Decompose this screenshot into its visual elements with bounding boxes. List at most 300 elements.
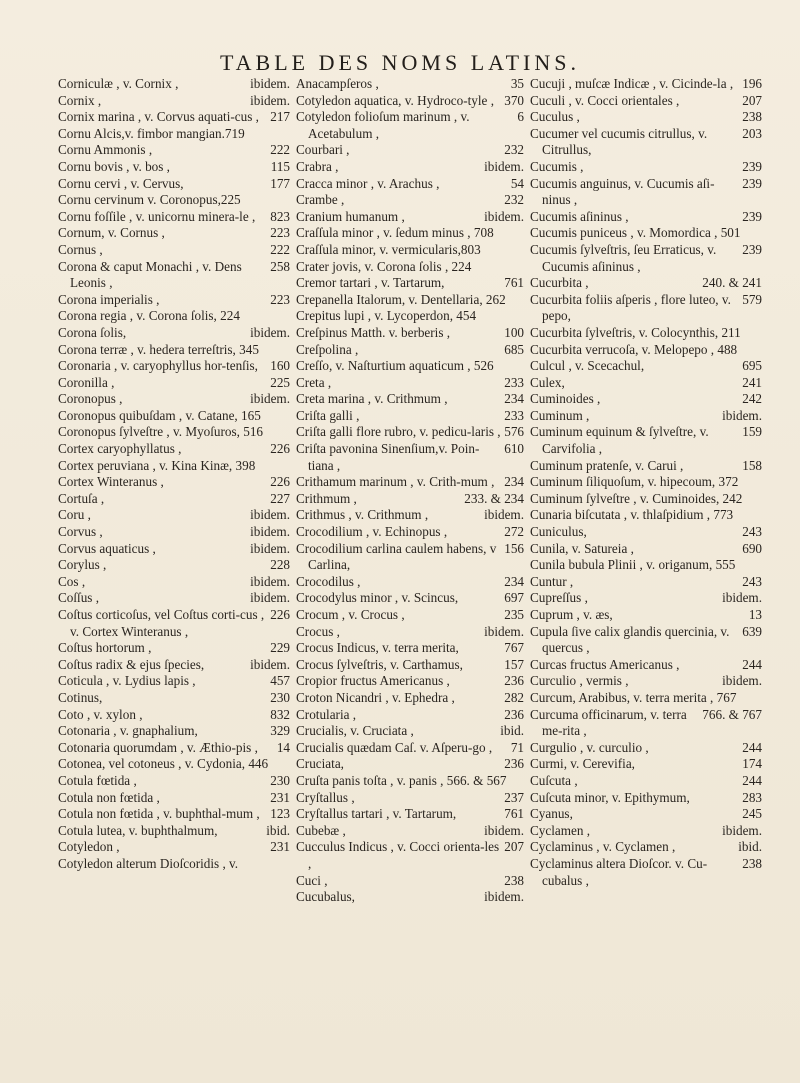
page-reference: 231 (270, 789, 290, 805)
index-entry (58, 474, 290, 491)
page-reference: 767 (504, 640, 524, 656)
entry-term: Cornix , (58, 92, 102, 108)
entry-term: Crocodilus , (296, 573, 361, 589)
index-entry (296, 209, 524, 226)
index-entry (58, 76, 290, 93)
entry-term: Cotonaria , v. gnaphalium, (58, 723, 198, 739)
page-reference: 233 (504, 374, 524, 390)
index-column-2 (296, 76, 524, 906)
entry-term: Coticula , v. Lydius lapis , (58, 673, 196, 689)
page-reference: 234 (504, 573, 524, 589)
index-entry (296, 657, 524, 674)
index-entry (296, 342, 524, 359)
index-entry (530, 524, 762, 541)
entry-term: Creſpolina , (296, 341, 359, 357)
index-entry (296, 176, 524, 193)
index-entry (296, 607, 524, 624)
page-reference: 160 (270, 358, 290, 374)
page-reference: 761 (504, 806, 524, 822)
entry-term: Crabra , (296, 158, 339, 174)
page-reference: 329 (270, 723, 290, 739)
index-entry (296, 673, 524, 690)
page-reference: 239 (742, 158, 762, 174)
index-entry (296, 773, 524, 790)
page-reference: 243 (742, 573, 762, 589)
page-reference: 158 (742, 457, 762, 473)
entry-term: Cornu Alcis,v. fimbor mangian.719 (58, 125, 245, 141)
entry-term: Cuminum pratenſe, v. Carui , (530, 457, 684, 473)
index-entry (58, 507, 290, 524)
page-reference: 222 (270, 241, 290, 257)
index-entry (296, 873, 524, 890)
page-reference: 766. & 767 (702, 706, 762, 722)
page-reference: ibidem. (250, 76, 290, 91)
entry-term: Cuſcuta minor, v. Epithymum, (530, 789, 690, 805)
page-reference: 207 (504, 839, 524, 855)
index-entry (58, 524, 290, 541)
index-entry (58, 856, 290, 873)
index-entry (58, 690, 290, 707)
index-entry (530, 773, 762, 790)
index-entry (58, 209, 290, 226)
page-reference: ibidem. (250, 656, 290, 672)
entry-term: Coronopus quibuſdam , v. Catane, 165 (58, 407, 261, 423)
entry-term: Crocum , v. Crocus , (296, 607, 405, 622)
index-entry (296, 242, 524, 259)
page-reference: ibidem. (250, 92, 290, 108)
index-entry (530, 358, 762, 375)
page-reference: 177 (270, 175, 290, 191)
index-entry (530, 740, 762, 757)
index-column-1 (58, 76, 290, 873)
index-entry (296, 109, 524, 142)
page-reference: 225 (270, 374, 290, 390)
index-entry (58, 607, 290, 640)
index-entry (530, 76, 762, 93)
index-entry (530, 557, 762, 574)
page-reference: ibidem. (484, 822, 524, 838)
page-reference: 223 (270, 291, 290, 307)
page-reference: 272 (504, 524, 524, 540)
index-entry (58, 93, 290, 110)
entry-term: Cracca minor , v. Arachus , (296, 175, 440, 191)
page-title: TABLE DES NOMS LATINS. (219, 50, 581, 75)
page-reference: 244 (742, 772, 762, 788)
index-entry (58, 408, 290, 425)
page-reference: 370 (504, 92, 524, 108)
index-entry (58, 557, 290, 574)
index-entry (58, 242, 290, 259)
entry-term: Corona regia , v. Corona ſolis, 224 (58, 308, 240, 324)
entry-term: Cranium humanum , (296, 208, 405, 224)
page-reference: ibidem. (250, 590, 290, 606)
entry-term: Cotyledon alterum Dioſcoridis , v. (58, 855, 239, 871)
page-reference: 159 (742, 424, 762, 440)
index-entry (296, 756, 524, 773)
page-reference: 823 (270, 208, 290, 224)
index-entry (296, 159, 524, 176)
entry-term: Corona & caput Monachi , v. Dens Leonis , (58, 258, 246, 291)
page-reference: 282 (504, 689, 524, 705)
entry-term: Curcum, Arabibus, v. terra merita , 767 (530, 689, 737, 705)
entry-term: Cotonaria quorumdam , v. Æthio-pis , (58, 739, 258, 755)
page-reference: 232 (504, 142, 524, 158)
index-entry (58, 375, 290, 392)
entry-term: Crithmus , v. Crithmum , (296, 507, 429, 523)
entry-term: Coronopus ſylveſtre , v. Myoſuros, 516 (58, 424, 264, 440)
entry-term: Crater jovis, v. Corona ſolis , 224 (296, 258, 472, 274)
page-reference: ibidem. (250, 573, 290, 589)
entry-term: Cyclaminus altera Dioſcor. v. Cu-cubalus , (530, 855, 708, 888)
entry-term: Coru , (58, 507, 91, 523)
page-reference: 223 (270, 225, 290, 241)
index-entry (296, 142, 524, 159)
index-entry (296, 225, 524, 242)
entry-term: Cornu cervi , v. Cervus, (58, 175, 184, 191)
index-entry (296, 823, 524, 840)
entry-term: Crepitus lupi , v. Lycoperdon, 454 (296, 308, 477, 324)
index-entry (58, 325, 290, 342)
entry-term: Culex, (530, 374, 565, 390)
entry-term: Cotyledon , (58, 839, 120, 855)
index-entry (58, 673, 290, 690)
index-entry (296, 507, 524, 524)
index-entry (530, 458, 762, 475)
page-reference: 226 (270, 607, 290, 622)
entry-term: Cunila, v. Satureia , (530, 540, 634, 556)
entry-term: Cuculus , (530, 109, 580, 125)
index-entry (58, 292, 290, 309)
page-reference: 238 (742, 855, 762, 871)
index-entry (296, 491, 524, 508)
entry-term: Crucialis quædam Caſ. v. Aſperu-go , (296, 739, 493, 755)
index-entry (296, 590, 524, 607)
entry-term: Crucialis, v. Cruciata , (296, 723, 414, 739)
page-reference: 236 (504, 706, 524, 722)
index-entry (530, 408, 762, 425)
entry-term: Cotula fœtida , (58, 772, 137, 788)
index-entry (296, 275, 524, 292)
page-reference: ibid. (266, 822, 290, 838)
index-entry (58, 109, 290, 126)
page-reference: ibidem. (484, 889, 524, 905)
page-reference: 123 (270, 806, 290, 822)
index-entry (530, 707, 762, 740)
page-reference: 243 (742, 524, 762, 540)
entry-term: Cucurbita verrucoſa, v. Melopepo , 488 (530, 341, 738, 357)
index-entry (58, 773, 290, 790)
entry-term: Creſſo, v. Naſturtium aquaticum , 526 (296, 358, 494, 374)
index-entry (296, 624, 524, 641)
entry-term: Cruſta panis toſta , v. panis , 566. & 567 (296, 772, 507, 788)
entry-term: Cuminum ſylveſtre , v. Cuminoides, 242 (530, 490, 743, 506)
entry-term: Cyclaminus , v. Cyclamen , (530, 839, 676, 855)
entry-term: Crithmum , (296, 490, 357, 506)
entry-term: Cuminum equinum & ſylveſtre, v. Carvifolia , (530, 424, 712, 457)
page-reference: 579 (742, 291, 762, 307)
index-entry (530, 159, 762, 176)
page-reference: ibidem. (484, 158, 524, 174)
page-reference: 227 (270, 490, 290, 506)
entry-term: Croton Nicandri , v. Ephedra , (296, 689, 455, 705)
page-reference: 226 (270, 441, 290, 457)
entry-term: Cuſcuta , (530, 772, 578, 788)
page-reference: 832 (270, 706, 290, 722)
entry-term: Crocus ſylveſtris, v. Carthamus, (296, 656, 463, 672)
page-reference: 157 (504, 656, 524, 672)
entry-term: Criſta galli flore rubro, v. pedicu-laris , (296, 424, 501, 440)
page-reference: 14 (276, 739, 290, 755)
page-reference: 231 (270, 839, 290, 855)
page-reference: 229 (270, 640, 290, 656)
page-reference: 207 (742, 92, 762, 108)
index-entry (530, 126, 762, 159)
entry-term: Cunila bubula Plinii , v. origanum, 555 (530, 557, 736, 573)
page-reference: 238 (504, 872, 524, 888)
index-column-3 (530, 76, 762, 889)
index-entry (296, 690, 524, 707)
index-entry (296, 424, 524, 441)
index-entry (530, 590, 762, 607)
entry-term: Curmi, v. Cerevifia, (530, 756, 635, 772)
index-entry (296, 541, 524, 574)
page-reference: ibidem. (484, 208, 524, 224)
entry-term: Cucculus Indicus , v. Cocci orienta-les , (296, 839, 503, 871)
entry-term: Criſta pavonina Sinenſium,v. Poin-tiana , (296, 441, 480, 473)
page-reference: 174 (742, 756, 762, 772)
index-entry (296, 740, 524, 757)
entry-term: Crocus Indicus, v. terra merita, (296, 640, 459, 656)
entry-term: Cornu cervinum v. Coronopus,225 (58, 192, 241, 208)
index-entry (530, 624, 762, 657)
page-reference: 196 (742, 76, 762, 91)
page-reference: ibidem. (484, 623, 524, 639)
index-entry (530, 375, 762, 392)
entry-term: Cotula non fœtida , v. buphthal-mum , (58, 806, 260, 822)
entry-term: Curcas fructus Americanus , (530, 656, 680, 672)
index-entry (530, 790, 762, 807)
entry-term: Cryſtallus , (296, 789, 355, 805)
page-reference: 203 (742, 125, 762, 141)
page-reference: ibidem. (250, 507, 290, 523)
entry-term: Craſſula minor , v. ſedum minus , 708 (296, 225, 494, 241)
entry-term: Crocus , (296, 623, 340, 639)
index-entry (530, 806, 762, 823)
entry-term: Cucumis , (530, 158, 584, 174)
index-entry (58, 424, 290, 441)
entry-term: Corona terræ , v. hedera terreſtris, 345 (58, 341, 259, 357)
page-reference: 239 (742, 241, 762, 257)
entry-term: Cornu foſſile , v. unicornu minera-le , (58, 208, 256, 224)
index-entry (296, 524, 524, 541)
entry-term: Cremor tartari , v. Tartarum, (296, 275, 445, 291)
entry-term: Cotyledon aquatica, v. Hydroco-tyle , (296, 92, 494, 108)
page-reference: 610 (504, 441, 524, 457)
index-entry (58, 756, 290, 773)
page-reference: ibid. (500, 723, 524, 739)
index-entry (58, 358, 290, 375)
page-reference: 258 (270, 258, 290, 274)
index-entry (58, 126, 290, 143)
index-entry (530, 574, 762, 591)
page-reference: 242 (742, 391, 762, 407)
index-entry (530, 474, 762, 491)
entry-term: Cornu bovis , v. bos , (58, 158, 170, 174)
index-entry (296, 806, 524, 823)
entry-term: Curcuma officinarum, v. terra me-rita , (530, 706, 691, 739)
entry-term: Cucumis aſininus , (530, 208, 629, 224)
page-reference: 238 (742, 109, 762, 125)
index-entry (530, 839, 762, 856)
entry-term: Cotyledon folioſum marinum , v. Acetabulum , (296, 109, 473, 141)
index-entry (530, 507, 762, 524)
index-entry (530, 325, 762, 342)
index-entry (58, 142, 290, 159)
index-entry (296, 192, 524, 209)
page-reference: 239 (742, 208, 762, 224)
page-reference: 230 (270, 772, 290, 788)
index-entry (58, 176, 290, 193)
entry-term: Cortex peruviana , v. Kina Kinæ, 398 (58, 457, 256, 473)
page-reference: ibidem. (722, 590, 762, 606)
entry-term: Corona ſolis, (58, 324, 127, 340)
entry-term: Cuprum , v. æs, (530, 607, 613, 622)
index-entry (58, 342, 290, 359)
index-entry (58, 192, 290, 209)
page-reference: 283 (742, 789, 762, 805)
entry-term: Cucurbita foliis aſperis , flore luteo, v. pepo, (530, 291, 735, 324)
entry-term: Cuminoides , (530, 391, 601, 407)
index-entry (530, 856, 762, 889)
entry-term: Cucuji , muſcæ Indicæ , v. Cicinde-la , (530, 76, 734, 91)
entry-term: Crocodilium carlina caulem habens, v Carlina, (296, 540, 500, 573)
entry-term: Cotula non fœtida , (58, 789, 160, 805)
index-entry (530, 342, 762, 359)
entry-term: Cunaria biſcutata , v. thlaſpidium , 773 (530, 507, 734, 523)
page-reference: ibidem. (722, 822, 762, 838)
entry-term: Coto , v. xylon , (58, 706, 143, 722)
page-reference: 233. & 234 (464, 490, 524, 506)
entry-term: Creta marina , v. Crithmum , (296, 391, 448, 407)
page-reference: ibidem. (250, 391, 290, 407)
entry-term: Craſſula minor, v. vermicularis,803 (296, 241, 481, 257)
entry-term: Creſpinus Matth. v. berberis , (296, 324, 451, 340)
page-reference: 241 (742, 374, 762, 390)
page-reference: 576 (504, 424, 524, 440)
index-entry (296, 325, 524, 342)
page-reference: 236 (504, 673, 524, 689)
entry-term: Crepanella Italorum, v. Dentellaria, 262 (296, 291, 506, 307)
page-reference: 685 (504, 341, 524, 357)
index-entry (58, 740, 290, 757)
entry-term: Cuntur , (530, 573, 574, 589)
index-entry (296, 707, 524, 724)
page-reference: 244 (742, 656, 762, 672)
page-reference: 100 (504, 324, 524, 340)
index-entry (530, 209, 762, 226)
entry-term: Cupreſſus , (530, 590, 588, 606)
entry-term: Cyanus, (530, 806, 573, 822)
index-entry (296, 292, 524, 309)
entry-term: Creta , (296, 374, 332, 390)
page-reference: 54 (510, 175, 524, 191)
page-reference: 761 (504, 275, 524, 291)
page-reference: ibidem. (250, 324, 290, 340)
index-entry (58, 574, 290, 591)
index-entry (530, 541, 762, 558)
index-entry (296, 259, 524, 276)
page-reference: ibidem. (722, 673, 762, 689)
page-reference: 235 (504, 607, 524, 622)
index-entry (58, 541, 290, 558)
entry-term: Cubebæ , (296, 822, 346, 838)
entry-term: Cortex Winteranus , (58, 474, 164, 490)
page-reference: 217 (270, 109, 290, 125)
index-entry (58, 441, 290, 458)
entry-term: Courbari , (296, 142, 350, 158)
entry-term: Coſſus , (58, 590, 100, 606)
index-entry (530, 391, 762, 408)
index-entry (58, 707, 290, 724)
index-entry (296, 723, 524, 740)
index-entry (58, 790, 290, 807)
index-entry (296, 574, 524, 591)
index-entry (296, 889, 524, 906)
entry-term: Coſtus hortorum , (58, 640, 152, 656)
index-entry (58, 806, 290, 823)
index-entry (530, 109, 762, 126)
page-reference: 222 (270, 142, 290, 158)
index-entry (296, 358, 524, 375)
page-reference: ibidem. (484, 507, 524, 523)
entry-term: Cotula lutea, v. buphthalmum, (58, 822, 218, 838)
page-reference: 237 (504, 789, 524, 805)
page-reference: 234 (504, 474, 524, 490)
entry-term: Curculio , vermis , (530, 673, 629, 689)
page-reference: ibid. (738, 839, 762, 855)
index-entry (530, 657, 762, 674)
index-entry (530, 607, 762, 624)
index-entry (58, 823, 290, 840)
page-reference: 239 (742, 175, 762, 191)
index-entry (530, 673, 762, 690)
entry-term: Cornum, v. Cornus , (58, 225, 165, 241)
index-entry (58, 225, 290, 242)
entry-term: Corylus , (58, 557, 107, 573)
index-entry (530, 424, 762, 457)
index-entry (296, 839, 524, 872)
entry-term: Cotonea, vel cotoneus , v. Cydonia, 446 (58, 756, 269, 772)
entry-term: Coronaria , v. caryophyllus hor-tenſis, (58, 358, 258, 374)
index-entry (58, 259, 290, 292)
entry-term: Cropior fructus Americanus , (296, 673, 450, 689)
index-entry (296, 474, 524, 491)
index-entry (296, 441, 524, 474)
entry-term: Corona imperialis , (58, 291, 160, 307)
index-entry (58, 391, 290, 408)
page-reference: 244 (742, 739, 762, 755)
index-entry (530, 756, 762, 773)
page-reference: 13 (748, 607, 762, 622)
index-entry (296, 391, 524, 408)
page-reference: 690 (742, 540, 762, 556)
index-entry (530, 93, 762, 110)
entry-term: Crocodilium , v. Echinopus , (296, 524, 448, 540)
entry-term: Coſtus corticoſus, vel Coſtus corti-cus , v. Cortex Winteranus , (58, 607, 268, 639)
entry-term: Crocodylus minor , v. Scincus, (296, 590, 459, 606)
entry-term: Cuculi , v. Cocci orientales , (530, 92, 680, 108)
entry-term: Coronopus , (58, 391, 123, 407)
